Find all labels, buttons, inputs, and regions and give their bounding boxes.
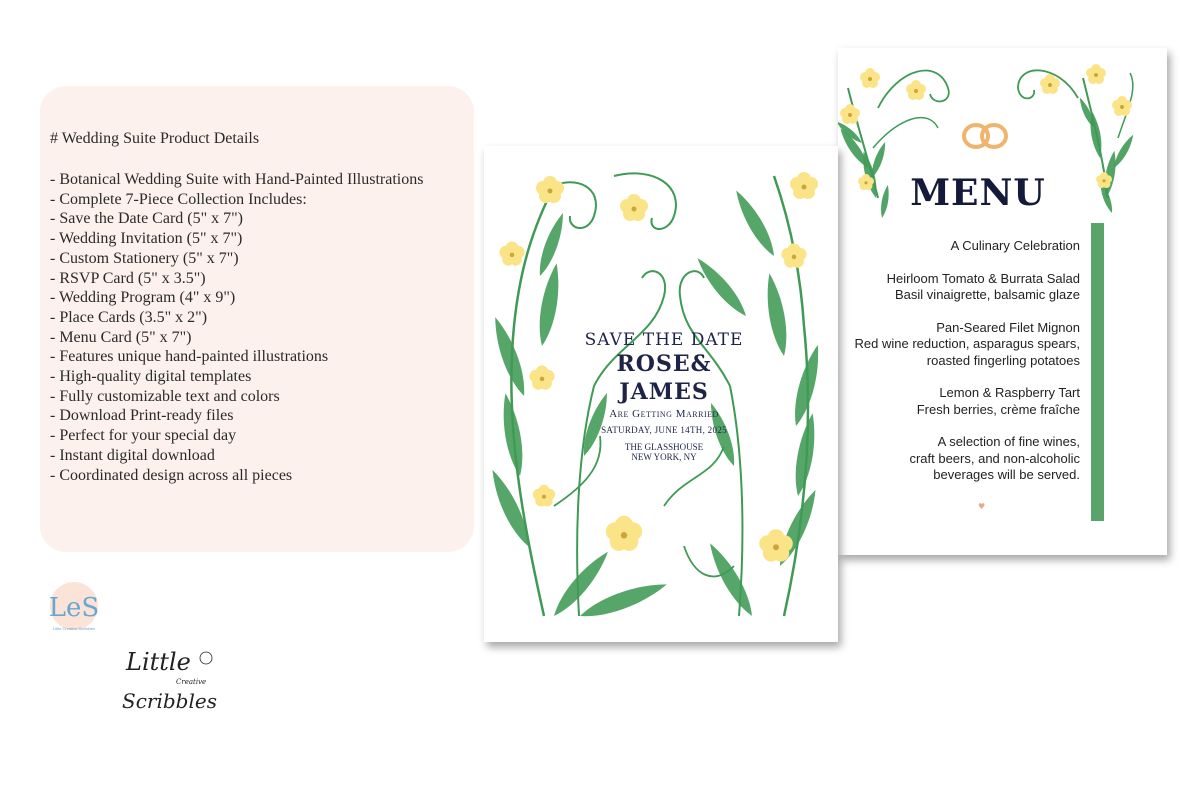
save-the-date-card (484, 146, 838, 642)
menu-subtitle: A Culinary Celebration (950, 238, 1080, 253)
std-venue: THE GLASSHOUSE (624, 442, 704, 452)
logo-script-line1: Little (126, 648, 191, 676)
details-item: - Instant digital download (50, 446, 215, 464)
details-item: - Menu Card (5" x 7") (50, 328, 192, 346)
details-item: - Botanical Wedding Suite with Hand-Painted Illustrations (50, 171, 424, 188)
monogram-subtext: Little Creative Scribbles (52, 626, 96, 631)
details-item: - Save the Date Card (5" x 7") (50, 210, 243, 228)
menu-accent-bar (1091, 223, 1104, 521)
details-item: - High-quality digital templates (50, 368, 252, 386)
menu-course (838, 271, 1080, 304)
little-creative-scribbles-logo (118, 636, 218, 726)
details-item: - Complete 7-Piece Collection Includes: (50, 190, 307, 208)
menu-dish-detail: Fresh berries, crème fraîche (916, 401, 1080, 417)
menu-course (838, 385, 1080, 418)
menu-drinks-line: beverages will be served. (933, 467, 1080, 482)
details-item: - Custom Stationery (5" x 7") (50, 249, 239, 267)
menu-dish-detail: Basil vinaigrette, balsamic glaze (895, 287, 1080, 302)
menu-card (838, 48, 1167, 555)
details-item: - Wedding Program (4" x 9") (50, 289, 236, 307)
details-list (50, 170, 423, 485)
details-item: - Fully customizable text and colors (50, 387, 280, 405)
product-details-panel (40, 86, 474, 552)
menu-dish-detail: Red wine reduction, asparagus spears, (854, 336, 1080, 351)
std-name-1: ROSE& (616, 351, 712, 377)
menu-dish: Pan-Seared Filet Mignon (936, 319, 1080, 335)
les-monogram-logo (38, 580, 110, 640)
std-text-block (574, 330, 754, 462)
std-heading: SAVE THE DATE (584, 330, 744, 350)
monogram-text: LeS (48, 593, 100, 623)
menu-title: MENU (910, 172, 1046, 214)
std-subtitle: Are Getting Married (609, 408, 719, 420)
menu-drinks (838, 434, 1080, 484)
heart-icon: ♥ (978, 502, 986, 511)
details-item: - Perfect for your special day (50, 427, 237, 445)
details-item: - Features unique hand-painted illustrations (50, 348, 329, 366)
logo-script-small: Creative (176, 678, 207, 686)
std-name-2: JAMES (619, 379, 709, 405)
menu-dish: Lemon & Raspberry Tart (939, 385, 1080, 400)
menu-drinks-line: craft beers, and non-alcoholic (909, 450, 1080, 466)
details-item: - Place Cards (3.5" x 2") (50, 308, 208, 326)
menu-drinks-line: A selection of fine wines, (937, 434, 1080, 449)
menu-course (838, 320, 1080, 370)
logo-script-line2: Scribbles (122, 689, 217, 713)
details-item: - RSVP Card (5" x 3.5") (50, 269, 206, 287)
std-date: SATURDAY, JUNE 14TH, 2025 (601, 425, 727, 435)
details-item: - Download Print-ready files (50, 407, 234, 425)
details-item: - Coordinated design across all pieces (50, 466, 293, 484)
menu-text (838, 238, 1080, 500)
std-city: NEW YORK, NY (631, 452, 697, 462)
details-item: - Wedding Invitation (5" x 7") (50, 230, 243, 248)
details-heading: # Wedding Suite Product Details (50, 130, 260, 147)
menu-dish-detail: roasted fingerling potatoes (926, 352, 1080, 368)
menu-dish: Heirloom Tomato & Burrata Salad (886, 270, 1080, 286)
rings-icon (964, 125, 1006, 147)
